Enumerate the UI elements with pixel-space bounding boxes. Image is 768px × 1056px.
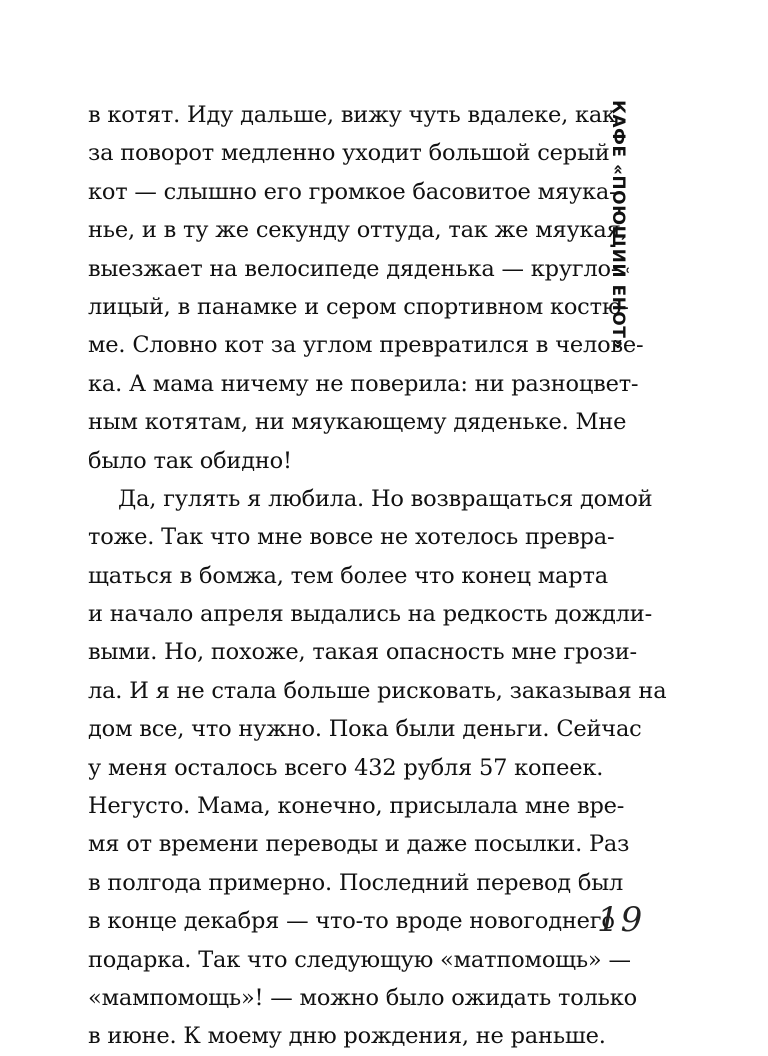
text-line: у меня осталось всего 432 рубля 57 копеек. [88,754,604,781]
text-line: Негусто. Мама, конечно, присылала мне вре- [88,793,625,820]
text-line: мя от времени переводы и даже посылки. Раз [88,831,630,858]
text-line: нье, и в ту же секунду оттуда, так же мяукая, [88,217,628,244]
text-line: в полгода примерно. Последний перевод был [88,869,624,896]
text-line: в котят. Иду дальше, вижу чуть вдалеке, как [88,102,616,128]
text-line: выезжает на велосипеде дяденька — кругло- [88,255,619,282]
text-line: Да, гулять я любила. Но возвращаться домой [118,485,653,512]
text-line: ка. А мама ничему не поверила: ни разноцвет- [88,370,639,397]
text-line: и начало апреля выдались на редкость дождли- [88,601,652,628]
text-line: в июне. К моему дню рождения, не раньше. [88,1023,606,1050]
text-line: тоже. Так что мне вовсе не хотелось превра- [88,524,615,551]
text-line: кот — слышно его громкое басовитое мяука- [88,178,617,205]
text-line: за поворот медленно уходит большой серый [88,140,610,167]
text-line: дом все, что нужно. Пока были деньги. Сейчас [88,716,642,743]
text-line: лицый, в панамке и сером спортивном костю- [88,293,629,320]
text-line: «мампомощь»! — можно было ожидать только [88,984,637,1011]
page-number: 19 [597,900,645,940]
text-line: ным котятам, ни мяукающему дяденьке. Мне [88,409,627,436]
text-line: ла. И я не стала больше рисковать, заказывая на [88,677,667,704]
text-line: было так обидно! [88,447,292,474]
text-line: ме. Словно кот за углом превратился в челове- [88,332,644,359]
text-line: подарка. Так что следующую «матпомощь» — [88,946,631,973]
text-line: выми. Но, похоже, такая опасность мне грози- [88,639,637,666]
running-head: КАФЕ «ПОЮЩИЙ ЕНОТ» [608,100,628,350]
text-line: в конце декабря — что-то вроде новогоднего [88,908,615,935]
text-line: щаться в бомжа, тем более что конец марта [88,562,608,589]
